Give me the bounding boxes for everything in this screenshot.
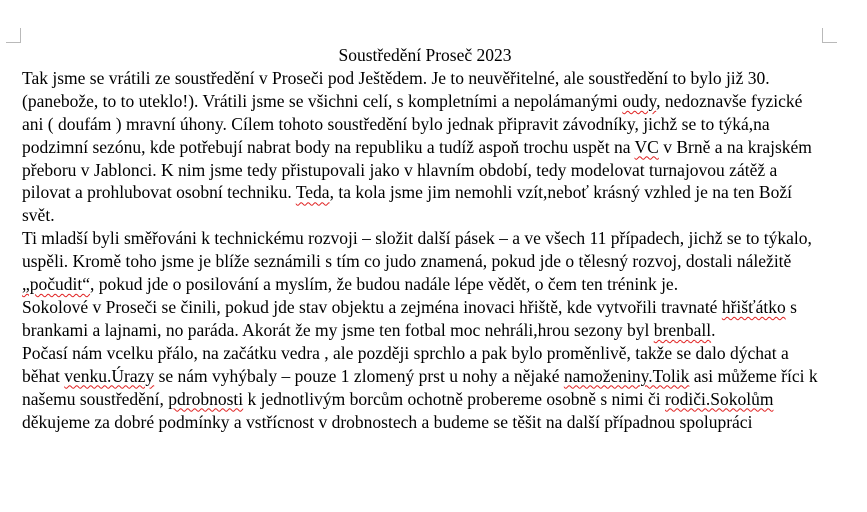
text-run: , ta kola jsme jim nemohli vzít,neboť krásný vzhled je na ten Boží svět.: [22, 182, 792, 226]
text-run: .: [711, 319, 716, 340]
text-run: v Brně a na krajském přeboru v Jablonci. K nim jsme tedy přistupovali jako v hlavním období, tedy modelovat turnajovou zátěž a pilovat a prohlubovat osobní techniku.: [22, 136, 812, 203]
text-run: s brankami a lajnami, no paráda. Akorát že my jsme ten fotbal moc nehráli,hrou sezony byl: [22, 296, 797, 340]
paragraphs-container: [22, 67, 828, 434]
text-run: , pokud jde o posilování a myslím, že budou nadále lépe vědět, o čem ten trénink je.: [90, 274, 679, 295]
text-run: asi můžeme říci k našemu soustředění,: [22, 365, 818, 409]
paragraph: [22, 67, 828, 227]
page-corner-mark-top-right: [822, 28, 837, 43]
paragraph: [22, 296, 828, 342]
misspelled-word: namoženiny.Tolik: [563, 365, 690, 386]
misspelled-word: „počudit“: [22, 274, 91, 295]
text-run: , nedoznavše fyzické ani ( doufám ) mravní úhony. Cílem tohoto soustředění bylo jednak připravit závodníky, jichž se to týká,na podzimní sezónu, kde potřebují nabrat body na republiku a tudíž aspoň trochu uspět na: [22, 90, 803, 157]
paragraph: [22, 227, 828, 296]
paragraph: [22, 342, 828, 434]
misspelled-word: rodiči.Sokolům: [665, 388, 774, 409]
misspelled-word: oudy: [622, 90, 657, 111]
text-run: k jednotlivým borcům ochotně probereme osobně s nimi či: [243, 388, 666, 409]
text-run: Sokolové v Proseči se činili, pokud jde stav objektu a zejména inovaci hřiště, kde vytvořili travnaté: [22, 296, 722, 317]
text-run: se nám vyhýbaly – pouze 1 zlomený prst u nohy a nějaké: [154, 365, 564, 386]
text-run: Počasí nám vcelku přálo, na začátku vedra , ale později sprchlo a pak bylo proměnlivě, takže se dalo dýchat a běhat: [22, 342, 789, 386]
text-run: děkujeme za dobré podmínky a vstřícnost v drobnostech a budeme se těšit na další případnou spolupráci: [22, 411, 753, 432]
text-run: Ti mladší byli směřováni k technickému rozvoji – složit další pásek – a ve všech 11 případech, jichž se to týkalo, uspěli. Kromě toho jsme je blíže seznámili s tím co judo znamená, pokud jde o tělesný rozvoj, dostali náležitě: [22, 228, 812, 272]
misspelled-word: hřišťátko: [721, 296, 786, 317]
misspelled-word: brenball: [653, 319, 712, 340]
page-corner-mark-top-left: [6, 28, 21, 43]
misspelled-word: pdrobnosti: [168, 388, 244, 409]
misspelled-word: venku.Úrazy: [64, 365, 155, 386]
document-body[interactable]: [22, 44, 828, 433]
misspelled-word: VC: [634, 136, 659, 157]
text-run: Tak jsme se vrátili ze soustředění v Proseči pod Ještědem. Je to neuvěřitelné, ale soustředění to bylo již 30. (panebože, to to uteklo!). Vrátili jsme se všichni celí, s kompletními a nepolámanými: [22, 67, 770, 111]
document-title: Soustředění Proseč 2023: [338, 45, 512, 65]
misspelled-word: Teda: [295, 182, 330, 203]
